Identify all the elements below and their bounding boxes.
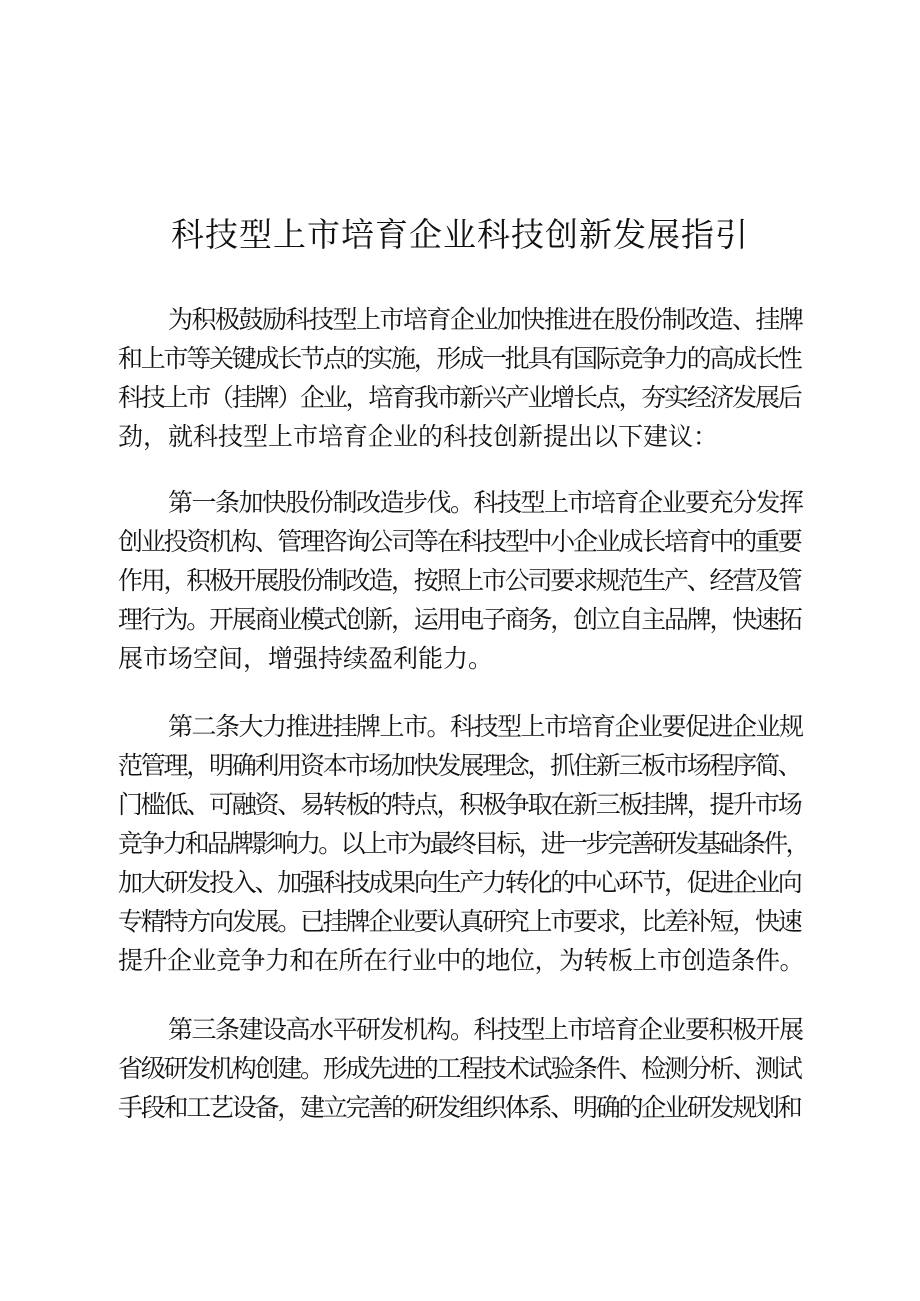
- text-line: 门槛低、可融资、易转板的特点，积极争取在新三板挂牌，提升市场: [118, 790, 801, 819]
- text-line: 手段和工艺设备，建立完善的研发组织体系、明确的企业研发规划和: [118, 1093, 801, 1122]
- text-line: 第三条建设高水平研发机构。科技型上市培育企业要积极开展: [168, 1015, 803, 1044]
- text-line: 提升企业竞争力和在所在行业中的地位，为转板上市创造条件。: [118, 946, 805, 975]
- text-line: 创业投资机构、管理咨询公司等在科技型中小企业成长培育中的重要: [118, 527, 801, 556]
- text-line: 加大研发投入、加强科技成果向生产力转化的中心环节，促进企业向: [118, 868, 801, 897]
- text-line: 和上市等关键成长节点的实施，形成一批具有国际竞争力的高成长性: [118, 344, 801, 373]
- text-line: 理行为。开展商业模式创新，运用电子商务，创立自主品牌，快速拓: [118, 605, 801, 634]
- text-line: 范管理，明确利用资本市场加快发展理念，抓住新三板市场程序简、: [118, 751, 801, 780]
- text-line: 省级研发机构创建。形成先进的工程技术试验条件、检测分析、测试: [118, 1054, 801, 1083]
- paragraph-article-2: [118, 707, 808, 980]
- paragraph-intro: [118, 300, 808, 456]
- paragraph-article-3: [118, 1010, 808, 1127]
- text-line: 专精特方向发展。已挂牌企业要认真研究上市要求，比差补短，快速: [118, 907, 801, 936]
- text-line: 科技上市（挂牌）企业，培育我市新兴产业增长点，夯实经济发展后: [118, 383, 801, 412]
- text-line: 展市场空间，增强持续盈利能力。: [118, 644, 494, 673]
- text-line: 为积极鼓励科技型上市培育企业加快推进在股份制改造、挂牌: [168, 305, 803, 334]
- text-line: 第二条大力推进挂牌上市。科技型上市培育企业要促进企业规: [168, 712, 803, 741]
- text-line: 竞争力和品牌影响力。以上市为最终目标，进一步完善研发基础条件，: [118, 829, 808, 858]
- document-title: 科技型上市培育企业科技创新发展指引: [171, 215, 749, 254]
- text-line: 劲，就科技型上市培育企业的科技创新提出以下建议：: [118, 422, 719, 451]
- text-line: 第一条加快股份制改造步伐。科技型上市培育企业要充分发挥: [168, 488, 803, 517]
- text-line: 作用，积极开展股份制改造，按照上市公司要求规范生产、经营及管: [118, 566, 801, 595]
- paragraph-article-1: [118, 483, 808, 678]
